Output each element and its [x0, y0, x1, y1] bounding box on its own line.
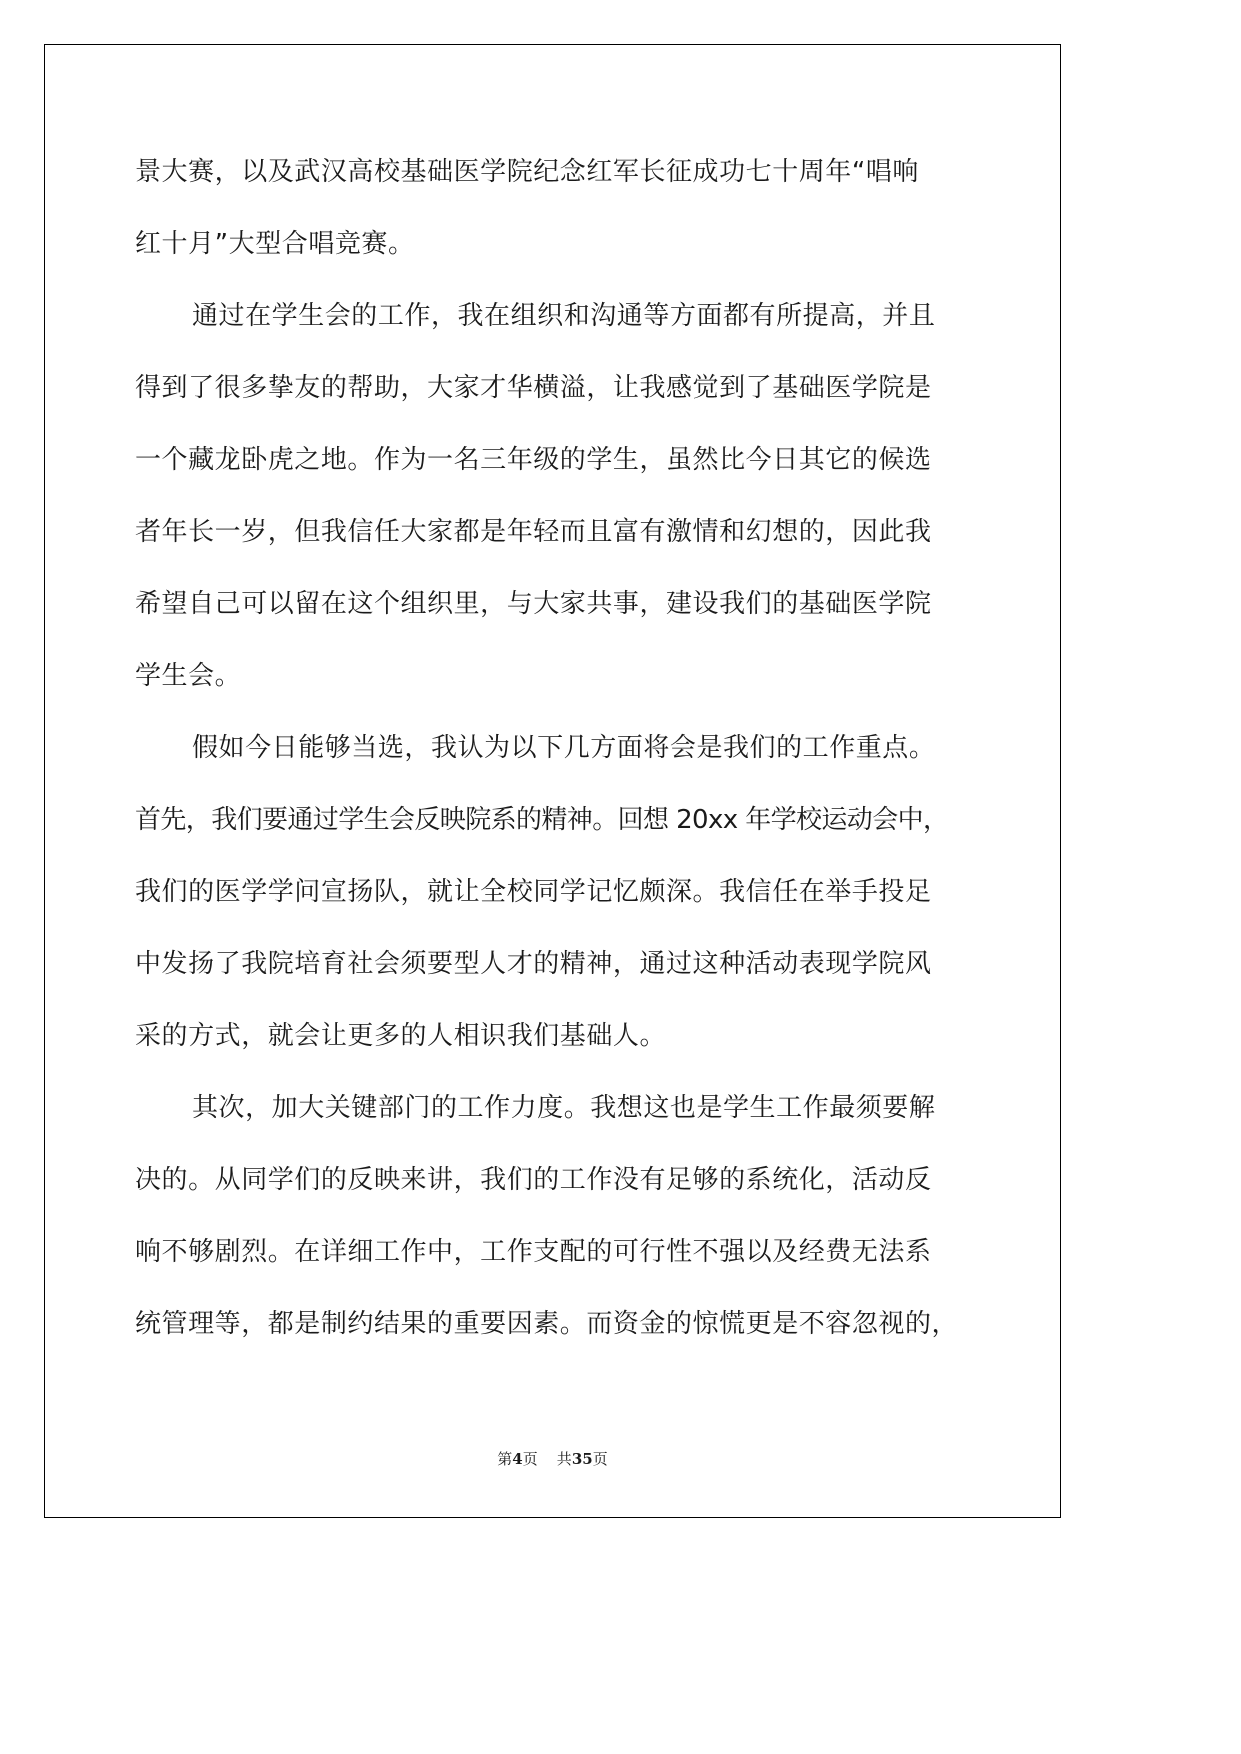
paragraph-start-line: 其次，加大关键部门的工作力度。我想这也是学生工作最须要解: [192, 1093, 936, 1123]
text-line: 首先，我们要通过学生会反映院系的精神。回想 20xx 年学校运动会中，: [135, 805, 949, 835]
current-page-number: 4: [512, 1450, 523, 1468]
paragraph-start-line: 通过在学生会的工作，我在组织和沟通等方面都有所提高，并且: [192, 301, 936, 331]
text-line: 采的方式，就会让更多的人相识我们基础人。: [135, 1021, 667, 1051]
text-line: 决的。从同学们的反映来讲，我们的工作没有足够的系统化，活动反: [135, 1165, 932, 1195]
text-line: 我们的医学学问宣扬队，就让全校同学记忆颇深。我信任在举手投足: [135, 877, 932, 907]
text-line: 学生会。: [135, 661, 242, 691]
text-line: 一个藏龙卧虎之地。作为一名三年级的学生，虽然比今日其它的候选: [135, 445, 932, 475]
text-line: 景大赛，以及武汉高校基础医学院纪念红军长征成功七十周年“唱响: [135, 157, 919, 187]
total-page-count: 35: [571, 1450, 593, 1468]
document-body: [135, 145, 973, 1369]
footer-prefix: 第: [497, 1450, 513, 1468]
paragraph-start-line: 假如今日能够当选，我认为以下几方面将会是我们的工作重点。: [192, 733, 936, 763]
text-line: 统管理等，都是制约结果的重要因素。而资金的惊慌更是不容忽视的，: [135, 1309, 959, 1339]
text-line: 响不够剧烈。在详细工作中，工作支配的可行性不强以及经费无法系: [135, 1237, 932, 1267]
page-footer: [0, 1448, 1105, 1469]
text-line: 得到了很多挚友的帮助，大家才华横溢，让我感觉到了基础医学院是: [135, 373, 932, 403]
footer-middle: 页 共: [522, 1450, 572, 1468]
text-line: 希望自己可以留在这个组织里，与大家共事，建设我们的基础医学院: [135, 589, 932, 619]
footer-suffix: 页: [592, 1450, 608, 1468]
text-line: 者年长一岁，但我信任大家都是年轻而且富有激情和幻想的，因此我: [135, 517, 932, 547]
text-line: 中发扬了我院培育社会须要型人才的精神，通过这种活动表现学院风: [135, 949, 932, 979]
text-line: 红十月”大型合唱竞赛。: [135, 229, 415, 259]
